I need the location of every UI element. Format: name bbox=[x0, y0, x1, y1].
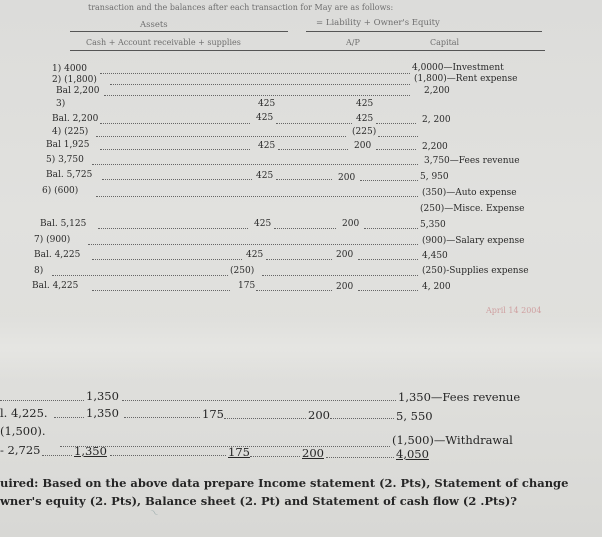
dotted-leader bbox=[102, 179, 252, 180]
row-label: Bal. 4,225 bbox=[34, 250, 81, 260]
dotted-leader bbox=[122, 400, 396, 401]
row-capital: 2,200 bbox=[424, 86, 450, 96]
dotted-leader bbox=[358, 259, 418, 260]
row-capital: (250)—Misce. Expense bbox=[420, 204, 525, 214]
assets-column-header: Cash + Account receivable + supplies bbox=[86, 38, 241, 47]
dotted-leader bbox=[92, 259, 242, 260]
row-ap: (225) bbox=[352, 127, 377, 137]
row-supplies: 175 bbox=[202, 407, 224, 421]
row-ap: 200 bbox=[336, 250, 354, 260]
row-capital: 5, 550 bbox=[396, 409, 433, 423]
row-ap: 425 bbox=[356, 99, 374, 109]
dotted-leader bbox=[330, 418, 394, 419]
dotted-leader bbox=[100, 123, 250, 124]
dotted-leader bbox=[42, 455, 72, 456]
dotted-leader bbox=[376, 123, 416, 124]
row-ar: 1,350 bbox=[86, 406, 119, 420]
ap-column-header: A/P bbox=[346, 38, 360, 47]
row-ap: 200 bbox=[338, 173, 356, 183]
assets-rule bbox=[70, 31, 288, 32]
dotted-leader bbox=[96, 136, 346, 137]
dotted-leader bbox=[88, 244, 418, 245]
dotted-leader bbox=[98, 228, 248, 229]
row-capital: 4,0000—Investment bbox=[412, 63, 504, 73]
row-supplies: 175 bbox=[228, 445, 250, 459]
dotted-leader bbox=[100, 149, 250, 150]
liability-equity-heading: = Liability + Owner's Equity bbox=[316, 18, 440, 28]
dotted-leader bbox=[358, 290, 418, 291]
dotted-leader bbox=[266, 259, 332, 260]
row-ap: 200 bbox=[342, 219, 360, 229]
row-label: l. 4,225. bbox=[0, 406, 48, 420]
row-label: 4) (225) bbox=[52, 127, 89, 137]
row-capital: 1,350—Fees revenue bbox=[398, 390, 521, 404]
row-label: - 2,725 bbox=[0, 443, 41, 457]
dotted-leader bbox=[256, 290, 332, 291]
row-ar: 425 bbox=[254, 219, 272, 229]
assets-heading: Assets bbox=[140, 20, 168, 30]
dotted-leader bbox=[326, 457, 394, 458]
dotted-leader bbox=[360, 180, 418, 181]
date-mark: April 14 2004 bbox=[486, 306, 542, 315]
row-capital: (1,500)—Withdrawal bbox=[392, 433, 513, 447]
dotted-leader bbox=[54, 417, 84, 418]
dotted-leader bbox=[110, 455, 226, 456]
dotted-leader bbox=[276, 179, 332, 180]
row-ar: 1,350 bbox=[74, 444, 107, 458]
row-capital: 5,350 bbox=[420, 220, 446, 230]
row-cash: 1,350 bbox=[86, 389, 119, 403]
row-label: 5) 3,750 bbox=[46, 155, 84, 165]
row-label: Bal 2,200 bbox=[56, 86, 100, 96]
dotted-leader bbox=[96, 196, 418, 197]
row-capital: (1,800)—Rent expense bbox=[414, 74, 518, 84]
capital-column-header: Capital bbox=[430, 38, 460, 47]
page-fold bbox=[0, 316, 602, 380]
row-label: 8) bbox=[34, 266, 44, 276]
dotted-leader bbox=[124, 417, 200, 418]
row-capital: 2,200 bbox=[422, 142, 448, 152]
row-label: Bal. 5,125 bbox=[40, 219, 87, 229]
dotted-leader bbox=[100, 73, 410, 74]
row-ar: 425 bbox=[246, 250, 264, 260]
row-ap: 200 bbox=[308, 408, 330, 422]
intro-text: transaction and the balances after each transaction for May are as follows: bbox=[88, 3, 394, 12]
row-ar: 425 bbox=[256, 113, 274, 123]
dotted-leader bbox=[52, 275, 228, 276]
row-label: 2) (1,800) bbox=[52, 75, 97, 85]
row-label: Bal. 4,225 bbox=[32, 281, 79, 291]
dotted-leader bbox=[278, 149, 348, 150]
row-ar: (250) bbox=[230, 266, 255, 276]
row-capital: 4, 200 bbox=[422, 282, 451, 292]
required-question-line2: wner's equity (2. Pts), Balance sheet (2. Pt) and Statement of cash flow (2 .Pts)? bbox=[0, 494, 517, 508]
row-capital: 4,450 bbox=[422, 251, 448, 261]
row-label: Bal 1,925 bbox=[46, 140, 90, 150]
equity-rule bbox=[306, 31, 542, 32]
dotted-leader bbox=[92, 164, 418, 165]
row-ar: 175 bbox=[238, 281, 256, 291]
required-question-line1: uired: Based on the above data prepare Income statement (2. Pts), Statement of change bbox=[0, 476, 569, 490]
row-label: 3) bbox=[56, 99, 66, 109]
row-capital: (900)—Salary expense bbox=[422, 236, 525, 246]
row-ar: 425 bbox=[258, 141, 276, 151]
row-ap: 425 bbox=[356, 114, 374, 124]
pen-scribble: 〜 bbox=[147, 507, 161, 521]
dotted-leader bbox=[376, 149, 416, 150]
row-capital: 5, 950 bbox=[420, 172, 449, 182]
dotted-leader bbox=[250, 456, 300, 457]
dotted-leader bbox=[274, 228, 336, 229]
row-capital: 3,750—Fees revenue bbox=[424, 156, 520, 166]
row-capital: (350)—Auto expense bbox=[422, 188, 517, 198]
row-ap: 200 bbox=[336, 282, 354, 292]
dotted-leader bbox=[0, 400, 84, 401]
dotted-leader bbox=[224, 418, 306, 419]
dotted-leader bbox=[60, 446, 390, 447]
row-capital: (250)-Supplies expense bbox=[422, 266, 529, 276]
dotted-leader bbox=[262, 275, 418, 276]
dotted-leader bbox=[110, 84, 410, 85]
row-capital: 2, 200 bbox=[422, 115, 451, 125]
header-bottom-rule bbox=[70, 50, 545, 51]
dotted-leader bbox=[364, 228, 418, 229]
dotted-leader bbox=[276, 123, 352, 124]
row-ar: 425 bbox=[256, 171, 274, 181]
row-label: Bal. 2,200 bbox=[52, 114, 99, 124]
dotted-leader bbox=[104, 95, 410, 96]
dotted-leader bbox=[378, 136, 418, 137]
row-ar: 425 bbox=[258, 99, 276, 109]
row-capital: 4,050 bbox=[396, 447, 429, 461]
row-label: Bal. 5,725 bbox=[46, 170, 93, 180]
row-label: 6) (600) bbox=[42, 186, 79, 196]
row-label: 1) 4000 bbox=[52, 64, 88, 74]
dotted-leader bbox=[92, 290, 230, 291]
row-ap: 200 bbox=[354, 141, 372, 151]
row-ap: 200 bbox=[302, 446, 324, 460]
row-label: (1,500). bbox=[0, 424, 46, 438]
row-label: 7) (900) bbox=[34, 235, 71, 245]
